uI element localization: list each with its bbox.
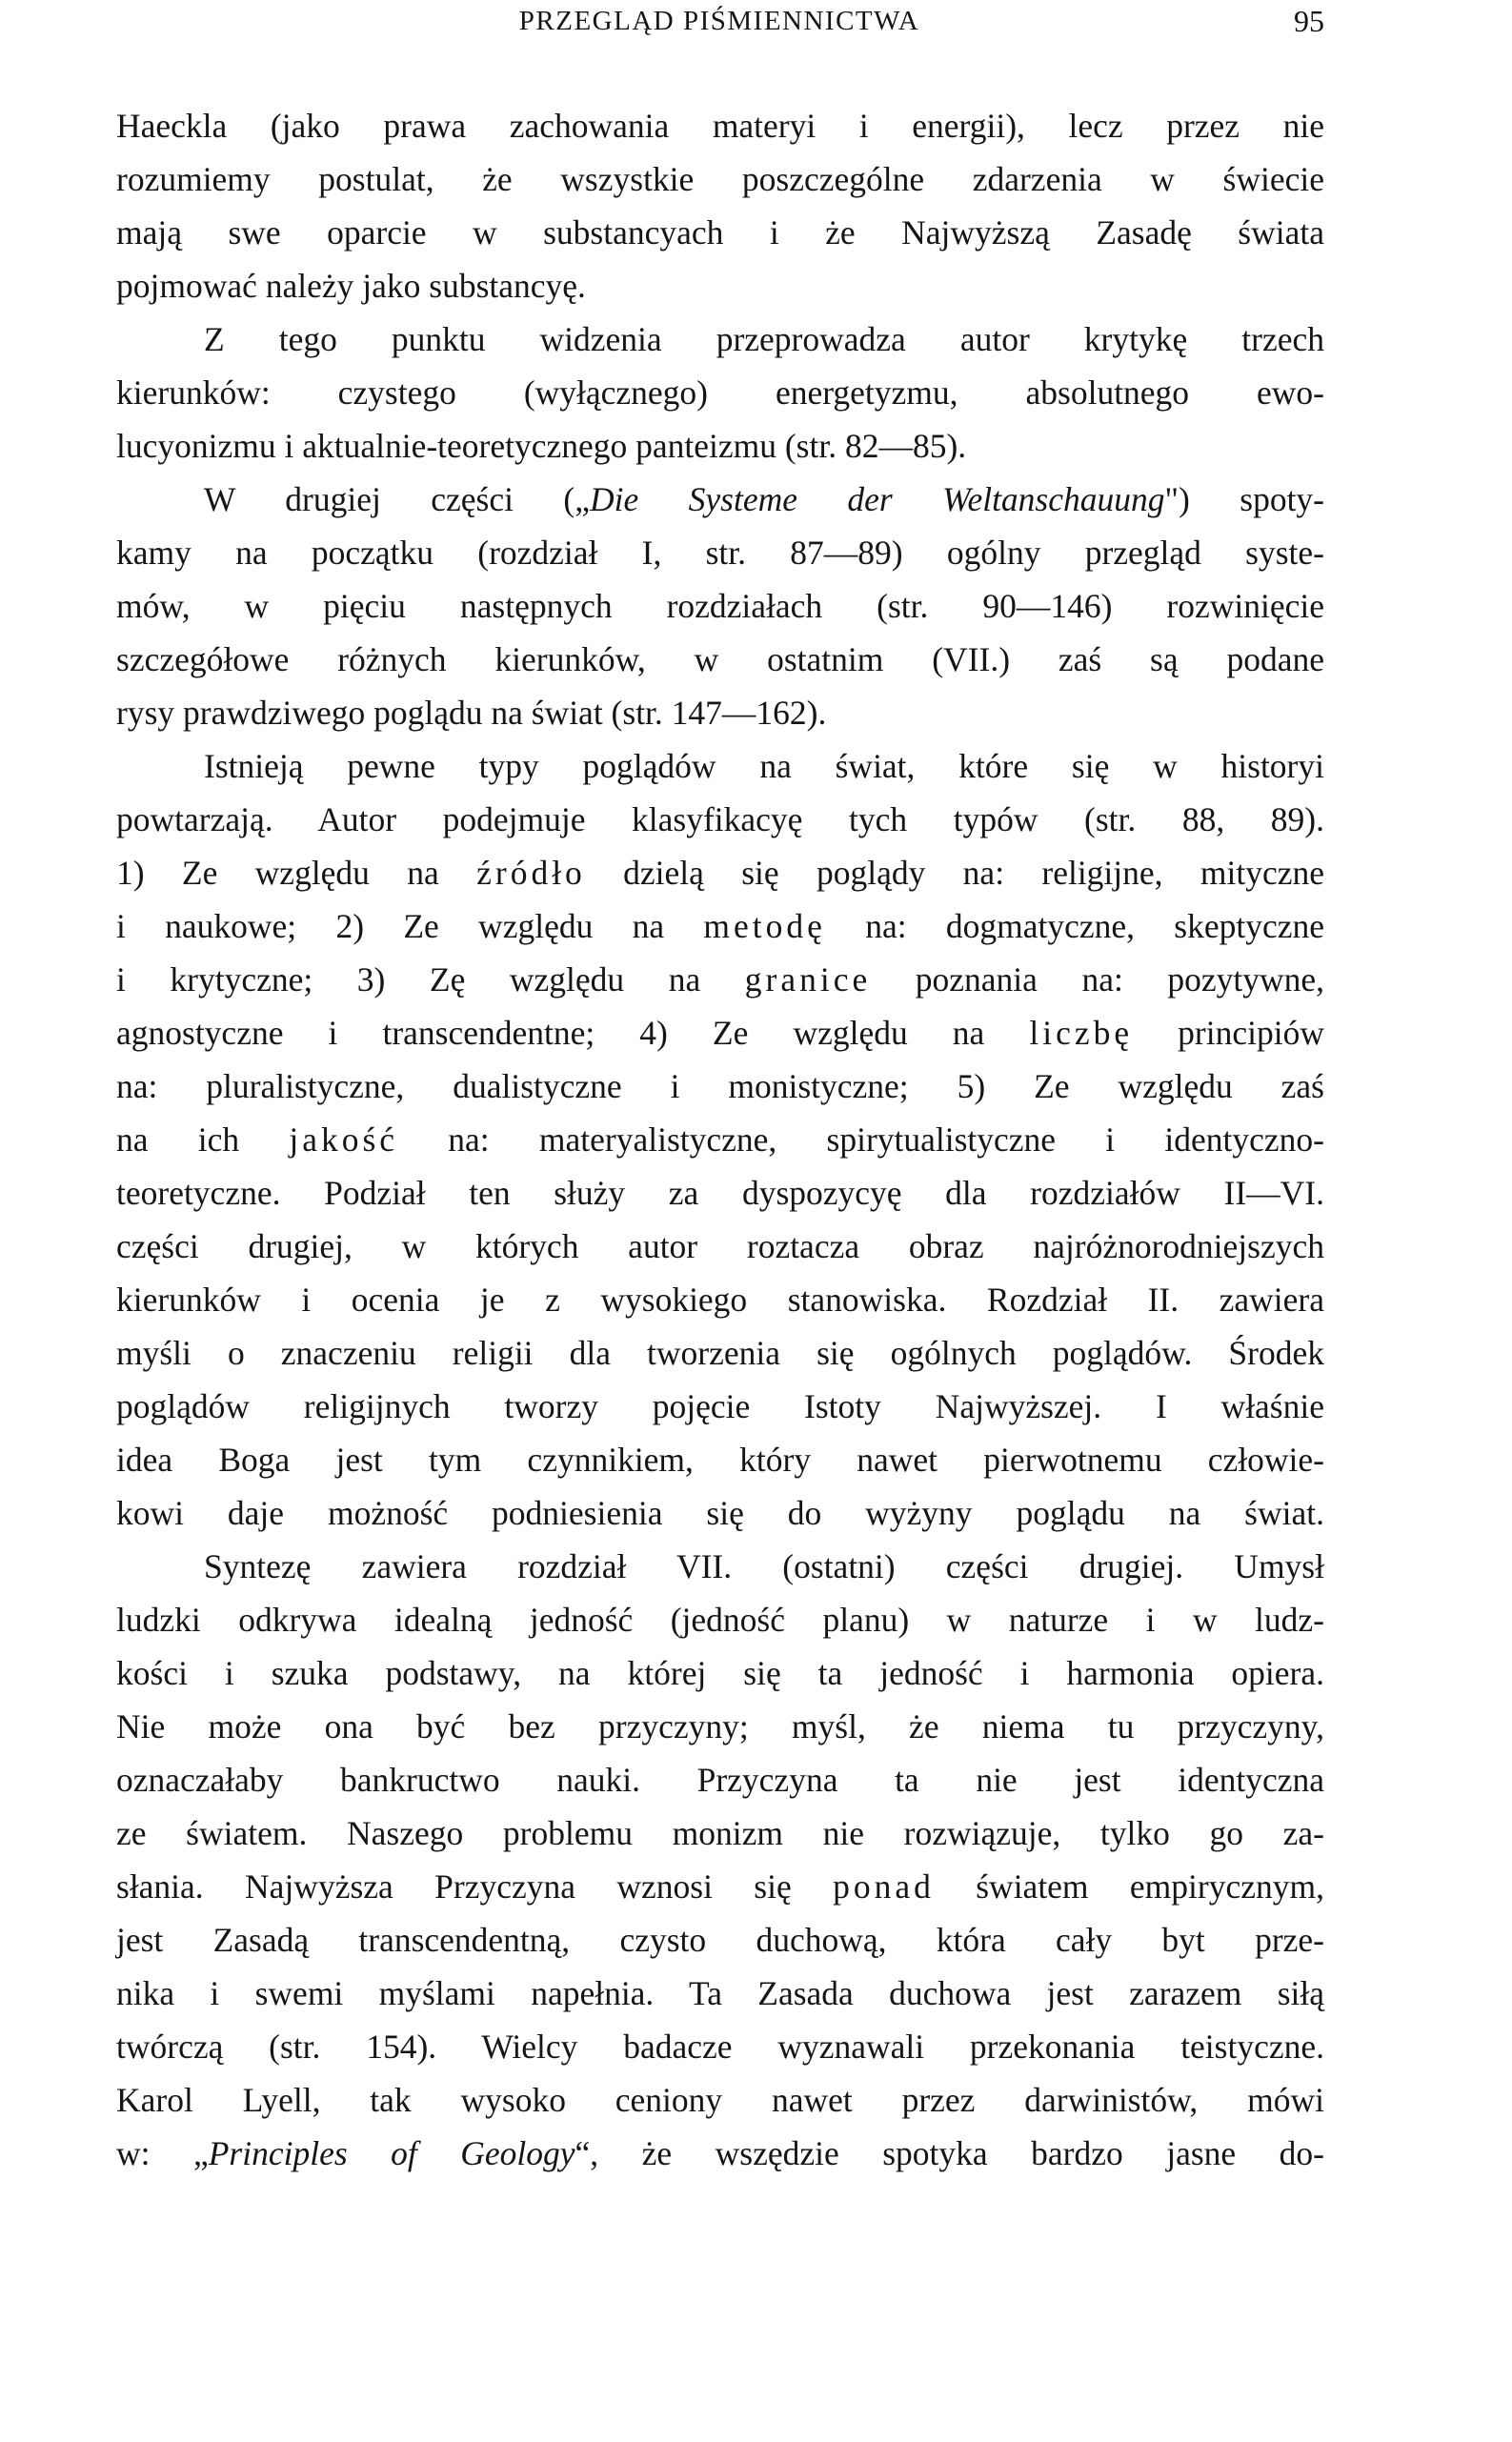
italic-title: Die Systeme der Weltanschauung [589,480,1165,518]
text-line: poglądów religijnych tworzy pojęcie Istoty Najwyższej. I właśnie [116,1387,1324,1425]
text-line [116,1860,1324,1913]
spaced-emphasis: jakość [289,1120,399,1159]
text-line: ze światem. Naszego problemu monizm nie rozwiązuje, tylko go za- [116,1814,1324,1852]
text-line [116,846,1324,899]
text-line: myśli o znaczeniu religii dla tworzenia się ogólnych poglądów. Środek [116,1334,1324,1372]
text-line: Nie może ona być bez przyczyny; myśl, że niema tu przyczyny, [116,1707,1324,1746]
text-fragment: agnostyczne i transcendentne; 4) Ze względu na [116,1014,1030,1052]
page-number: 95 [1294,4,1324,38]
text-line: oznaczałaby bankructwo nauki. Przyczyna ta nie jest identyczna [116,1761,1324,1799]
text-line [116,473,1324,526]
text-fragment: i naukowe; 2) Ze względu na [116,907,704,945]
text-line: lucyonizmu i aktualnie-teoretycznego panteizmu (str. 82—85). [116,427,967,465]
spaced-emphasis: liczbę [1029,1014,1134,1052]
text-line: Istnieją pewne typy poglądów na świat, które się w historyi [204,747,1324,785]
text-line [116,2127,1324,2180]
text-line: pojmować należy jako substancyę. [116,267,586,305]
text-fragment: światem empirycznym, [934,1867,1324,1906]
text-fragment: na: dogmatyczne, skeptyczne [825,907,1324,945]
text-line: kości i szuka podstawy, na której się ta jedność i harmonia opiera. [116,1654,1324,1692]
text-line: teoretyczne. Podział ten służy za dyspozycyę dla rozdziałów II—VI. [116,1174,1324,1212]
text-fragment: W drugiej części („ [204,480,590,518]
text-fragment: dzielą się poglądy na: religijne, mityczne [585,854,1324,892]
text-line: kamy na początku (rozdział I, str. 87—89) ogólny przegląd syste- [116,534,1324,572]
text-fragment: principiów [1133,1014,1324,1052]
text-line [116,953,1324,1006]
running-header [114,0,1324,57]
text-line: Syntezę zawiera rozdział VII. (ostatni) części drugiej. Umysł [204,1547,1324,1585]
text-fragment: na ich [116,1120,290,1159]
spaced-emphasis: źródło [476,854,586,892]
text-fragment: ") spoty- [1164,480,1324,518]
text-line [116,1113,1324,1166]
header-title: PRZEGLĄD PIŚMIENNICTWA [518,6,920,36]
body-text [116,99,1324,2180]
text-fragment: w: „ [116,2134,209,2172]
text-line: rysy prawdziwego poglądu na świat (str. 147—162). [116,694,827,732]
text-line: Z tego punktu widzenia przeprowadza autor krytykę trzech [204,320,1324,358]
text-line: mów, w pięciu następnych rozdziałach (str. 90—146) rozwinięcie [116,587,1324,625]
text-line: jest Zasadą transcendentną, czysto duchową, która cały byt prze- [116,1921,1324,1959]
text-line: nika i swemi myślami napełnia. Ta Zasada duchowa jest zarazem siłą [116,1974,1324,2012]
text-line: kierunków i ocenia je z wysokiego stanowiska. Rozdział II. zawiera [116,1281,1324,1319]
text-line: powtarzają. Autor podejmuje klasyfikacyę tych typów (str. 88, 89). [116,800,1324,838]
text-line: na: pluralistyczne, dualistyczne i monistyczne; 5) Ze względu zaś [116,1067,1324,1105]
text-line: Haeckla (jako prawa zachowania materyi i energii), lecz przez nie [116,107,1324,145]
text-line: szczegółowe różnych kierunków, w ostatnim (VII.) zaś są podane [116,640,1324,678]
italic-title: Principles of Geology [208,2134,575,2172]
spaced-emphasis: ponad [833,1867,935,1906]
text-line: kierunków: czystego (wyłącznego) energetyzmu, absolutnego ewo- [116,373,1324,412]
text-line [116,1006,1324,1060]
text-line: idea Boga jest tym czynnikiem, który nawet pierwotnemu człowie- [116,1441,1324,1479]
spaced-emphasis: metodę [703,907,826,945]
text-line: kowi daje możność podniesienia się do wyżyny poglądu na świat. [116,1494,1324,1532]
text-line [116,899,1324,953]
text-fragment: poznania na: pozytywne, [871,960,1324,999]
text-fragment: “, że wszędzie spotyka bardzo jasne do- [575,2134,1324,2172]
text-fragment: słania. Najwyższa Przyczyna wznosi się [116,1867,834,1906]
text-fragment: 1) Ze względu na [116,854,477,892]
spaced-emphasis: granice [744,960,872,999]
text-fragment: i krytyczne; 3) Zę względu na [116,960,745,999]
text-line: rozumiemy postulat, że wszystkie poszczególne zdarzenia w świecie [116,160,1324,198]
text-line: Karol Lyell, tak wysoko ceniony nawet przez darwinistów, mówi [116,2081,1324,2119]
text-line: części drugiej, w których autor roztacza obraz najróżnorodniejszych [116,1227,1324,1265]
text-line: twórczą (str. 154). Wielcy badacze wyznawali przekonania teistyczne. [116,2028,1324,2066]
text-line: ludzki odkrywa idealną jedność (jedność planu) w naturze i w ludz- [116,1601,1324,1639]
text-line: mają swe oparcie w substancyach i że Najwyższą Zasadę świata [116,213,1324,252]
text-fragment: na: materyalistyczne, spirytualistyczne i identyczno- [398,1120,1324,1159]
